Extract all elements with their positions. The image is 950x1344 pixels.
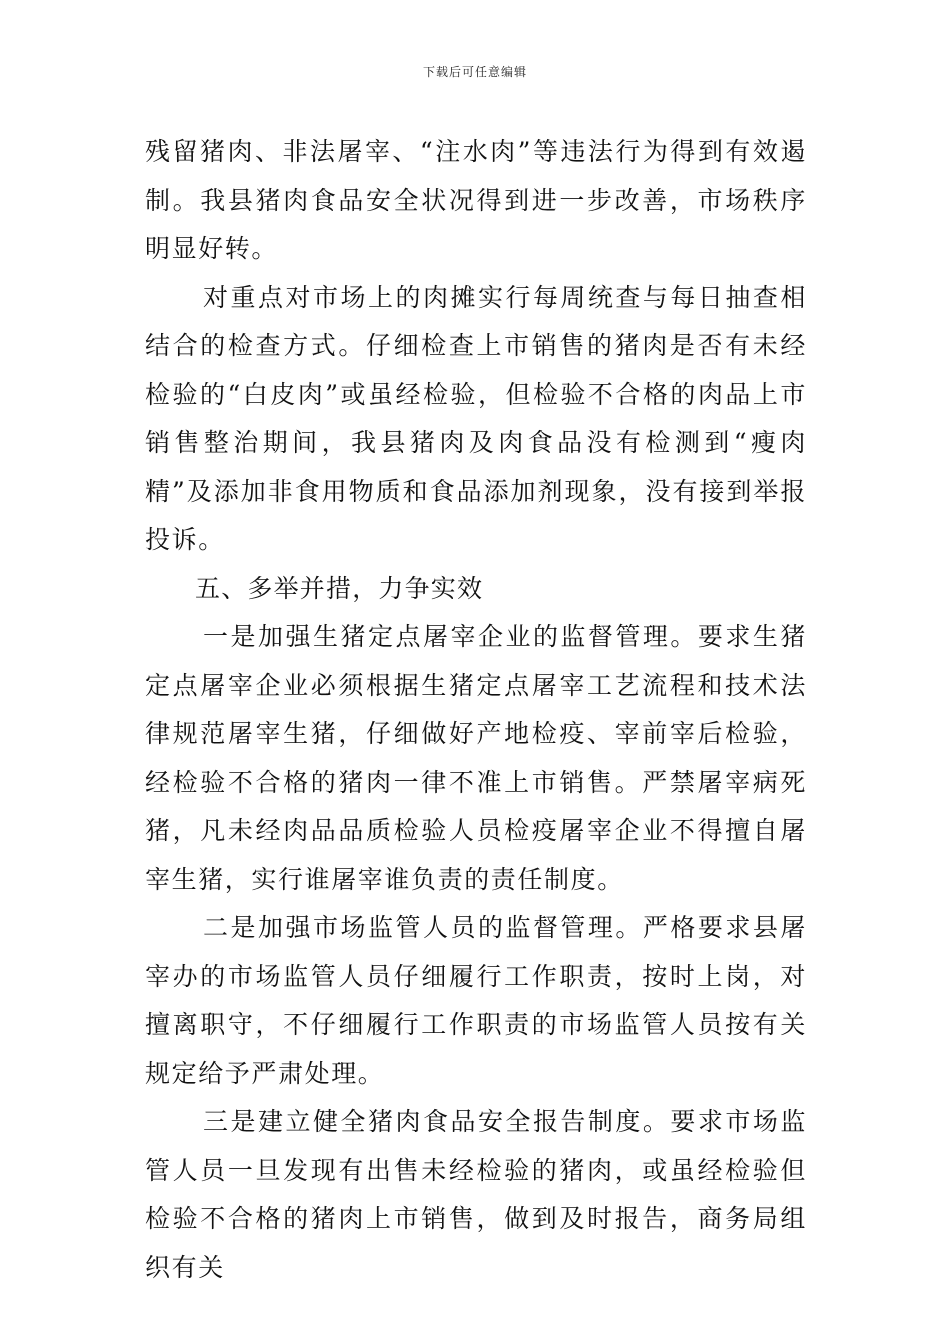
paragraph-inspection: 对重点对市场上的肉摊实行每周统查与每日抽查相结合的检查方式。仔细检查上市销售的猪肉是否有未经检验的“白皮肉”或虽经检验，但检验不合格的肉品上市销售整治期间，我县猪肉及肉食品没有检测到“瘦肉精”及添加非食用物质和食品添加剂现象，没有接到举报投诉。 xyxy=(145,282,807,554)
section-heading: 五、多举并措，力争实效 xyxy=(195,573,484,603)
document-body xyxy=(145,128,807,1292)
paragraph-point-one: 一是加强生猪定点屠宰企业的监督管理。要求生猪定点屠宰企业必须根据生猪定点屠宰工艺流程和技术法律规范屠宰生猪，仔细做好产地检疫、宰前宰后检验，经检验不合格的猪肉一律不准上市销售。严禁屠宰病死猪，凡未经肉品品质检验人员检疫屠宰企业不得擅自屠宰生猪，实行谁屠宰谁负责的责任制度。 xyxy=(145,622,807,894)
page-header: 下载后可任意编辑 xyxy=(422,65,527,79)
paragraph-point-three: 三是建立健全猪肉食品安全报告制度。要求市场监管人员一旦发现有出售未经检验的猪肉，或虽经检验但检验不合格的猪肉上市销售，做到及时报告，商务局组织有关 xyxy=(145,1107,807,1282)
paragraph-point-two: 二是加强市场监管人员的监督管理。严格要求县屠宰办的市场监管人员仔细履行工作职责，按时上岗，对擅离职守，不仔细履行工作职责的市场监管人员按有关规定给予严肃处理。 xyxy=(145,913,807,1088)
paragraph-continuation: 残留猪肉、非法屠宰、“注水肉”等违法行为得到有效遏制。我县猪肉食品安全状况得到进一步改善，市场秩序明显好转。 xyxy=(145,137,807,263)
